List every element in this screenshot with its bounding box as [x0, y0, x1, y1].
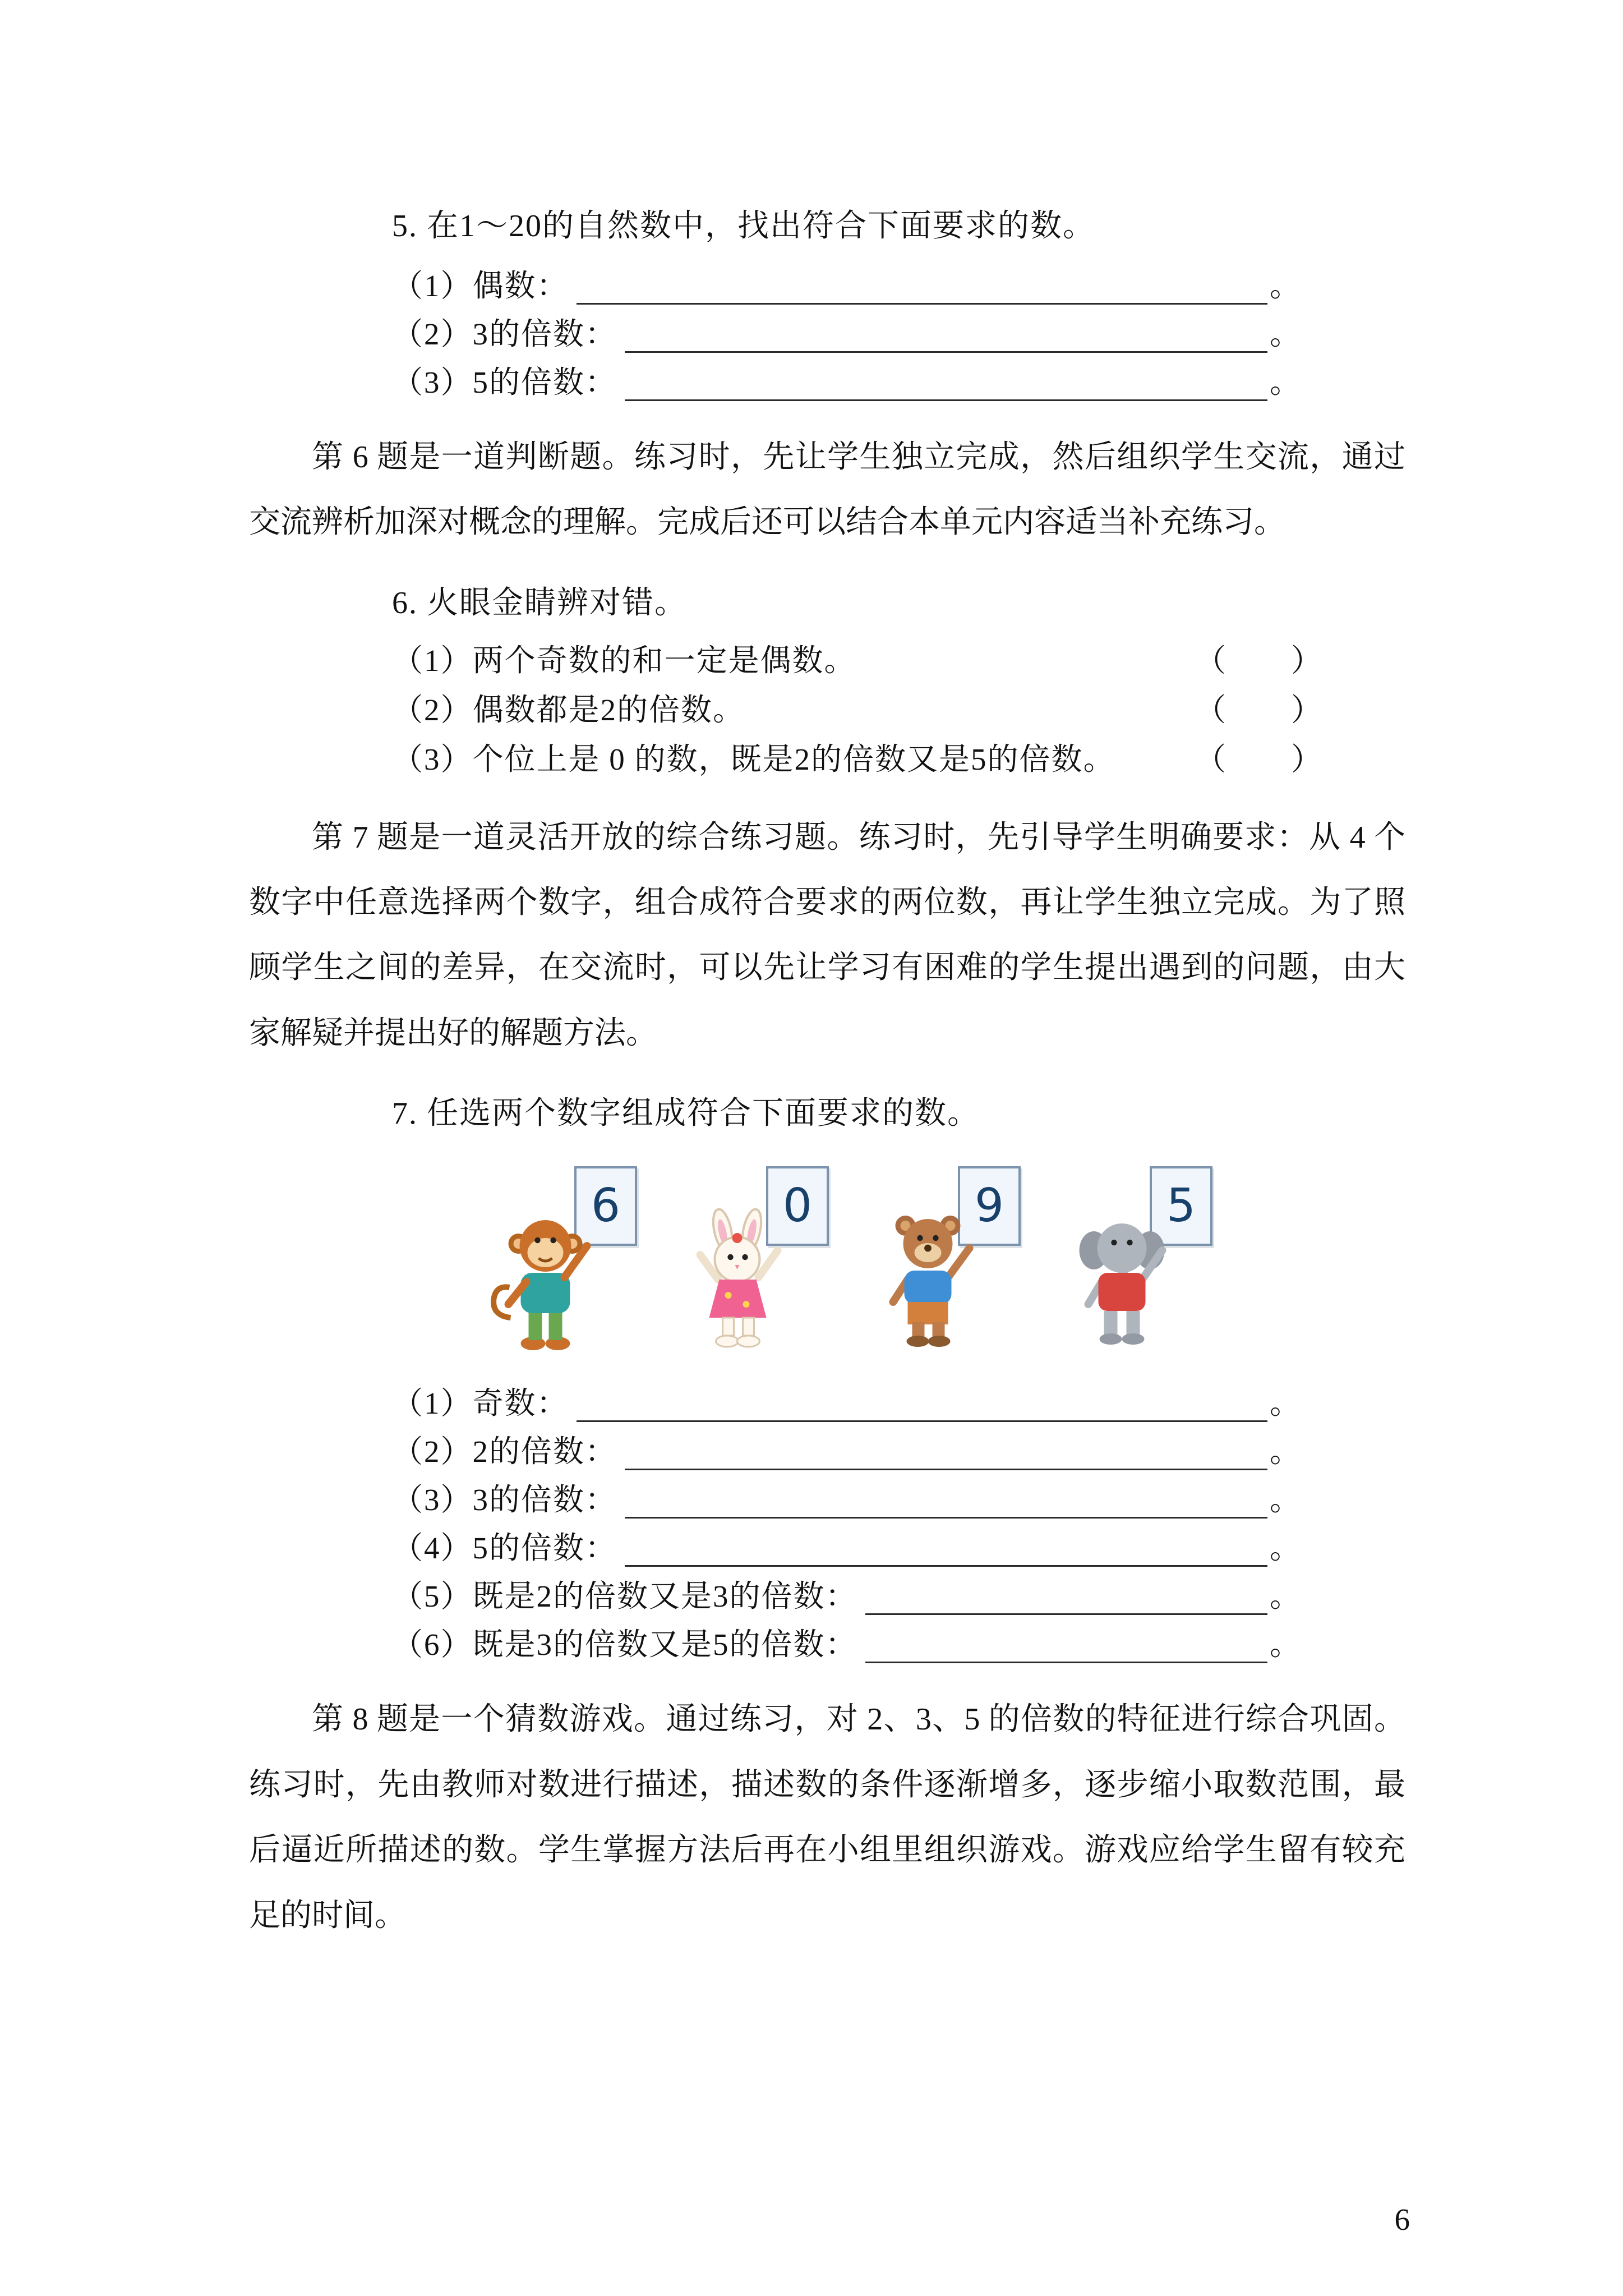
- judge-text: （3）个位上是 0 的数，既是2的倍数又是5的倍数。: [392, 742, 1115, 777]
- answer-blank-line: [625, 1483, 1267, 1519]
- period-mark: 。: [1269, 1483, 1301, 1517]
- exercise5-item-2: [392, 305, 1301, 353]
- item-label: （2）2的倍数：: [392, 1434, 617, 1469]
- judge-bracket: （ ）: [1195, 643, 1323, 678]
- exercise7-title: 7. 任选两个数字组成符合下面要求的数。: [392, 1096, 980, 1131]
- item-label: （3）3的倍数：: [392, 1483, 617, 1517]
- judge-bracket: （ ）: [1195, 693, 1323, 728]
- answer-blank-line: [865, 1628, 1267, 1664]
- item-label: （1）偶数：: [392, 268, 569, 303]
- period-mark: 。: [1269, 268, 1301, 303]
- judge-bracket: （ ）: [1195, 742, 1323, 777]
- page-content: [249, 202, 1405, 1972]
- exercise7-item-4: [392, 1519, 1301, 1567]
- exercise7-item-1: [392, 1374, 1301, 1422]
- figure-elephant: [1060, 1166, 1217, 1351]
- exercise7-item-2: [392, 1422, 1301, 1470]
- exercise5-title: 5. 在1～20的自然数中，找出符合下面要求的数。: [392, 209, 1095, 243]
- monkey-icon: [485, 1205, 611, 1351]
- bear-icon: [868, 1205, 994, 1351]
- exercise7-item-6: [392, 1615, 1301, 1663]
- period-mark: 。: [1269, 1627, 1301, 1662]
- period-mark: 。: [1269, 316, 1301, 351]
- commentary-question8: 第 8 题是一个猜数游戏。通过练习，对 2、3、5 的倍数的特征进行综合巩固。练习时，先由教师对数进行描述，描述数的条件逐渐增多，逐步缩小取数范围，最后逼近所描述的数。学生掌握方法后再在小组里组织游戏。游戏应给学生留有较充足的时间。: [249, 1702, 1405, 1933]
- exercise7-item-5: [392, 1567, 1301, 1615]
- item-label: （2）3的倍数：: [392, 316, 617, 351]
- figure-monkey: [485, 1166, 642, 1351]
- judge-text: （1）两个奇数的和一定是偶数。: [392, 643, 856, 678]
- exercise-7: [249, 1089, 1405, 1663]
- exercise6-item-2: [392, 683, 1323, 732]
- rabbit-icon: [676, 1205, 803, 1351]
- answer-blank-line: [577, 1387, 1267, 1423]
- exercise5-blank-list: [392, 256, 1405, 401]
- answer-blank-line: [625, 317, 1267, 353]
- item-label: （4）5的倍数：: [392, 1531, 617, 1566]
- answer-blank-line: [865, 1580, 1267, 1616]
- item-label: （6）既是3的倍数又是5的倍数：: [392, 1627, 857, 1662]
- card-number: 6: [591, 1179, 621, 1233]
- item-label: （1）奇数：: [392, 1386, 569, 1421]
- period-mark: 。: [1269, 1434, 1301, 1469]
- answer-blank-line: [625, 365, 1267, 401]
- period-mark: 。: [1269, 365, 1301, 399]
- commentary-question6: 第 6 题是一道判断题。练习时，先让学生独立完成，然后组织学生交流，通过交流辨析加深对概念的理解。完成后还可以结合本单元内容适当补充练习。: [249, 439, 1405, 540]
- answer-blank-line: [577, 269, 1267, 305]
- card-number: 9: [974, 1179, 1004, 1233]
- exercise6-judge-list: [392, 633, 1405, 781]
- exercise6-title: 6. 火眼金睛辨对错。: [392, 585, 687, 620]
- answer-blank-line: [625, 1435, 1267, 1471]
- exercise7-item-3: [392, 1470, 1301, 1519]
- exercise6-item-1: [392, 633, 1323, 683]
- elephant-icon: [1060, 1205, 1186, 1351]
- exercise-5: [249, 202, 1405, 401]
- commentary-question7: 第 7 题是一道灵活开放的综合练习题。练习时，先引导学生明确要求：从 4 个数字中任意选择两个数字，组合成符合要求的两位数，再让学生独立完成。为了照顾学生之间的差异，在交流时，可以先让学习有困难的学生提出遇到的问题，由大家解疑并提出好的解题方法。: [249, 820, 1405, 1051]
- item-label: （5）既是2的倍数又是3的倍数：: [392, 1579, 857, 1614]
- period-mark: 。: [1269, 1531, 1301, 1566]
- card-number: 5: [1166, 1179, 1196, 1233]
- answer-blank-line: [625, 1531, 1267, 1567]
- page-number: 6: [1394, 2202, 1410, 2237]
- exercise-6: [249, 579, 1405, 781]
- judge-text: （2）偶数都是2的倍数。: [392, 693, 745, 728]
- item-label: （3）5的倍数：: [392, 365, 617, 399]
- exercise7-figures: [392, 1166, 1405, 1351]
- exercise5-item-3: [392, 353, 1301, 401]
- figure-rabbit: [676, 1166, 833, 1351]
- exercise6-item-3: [392, 732, 1323, 781]
- period-mark: 。: [1269, 1579, 1301, 1614]
- card-number: 0: [782, 1179, 813, 1233]
- figure-bear: [868, 1166, 1025, 1351]
- period-mark: 。: [1269, 1386, 1301, 1421]
- exercise7-blank-list: [392, 1374, 1405, 1663]
- exercise5-item-1: [392, 256, 1301, 305]
